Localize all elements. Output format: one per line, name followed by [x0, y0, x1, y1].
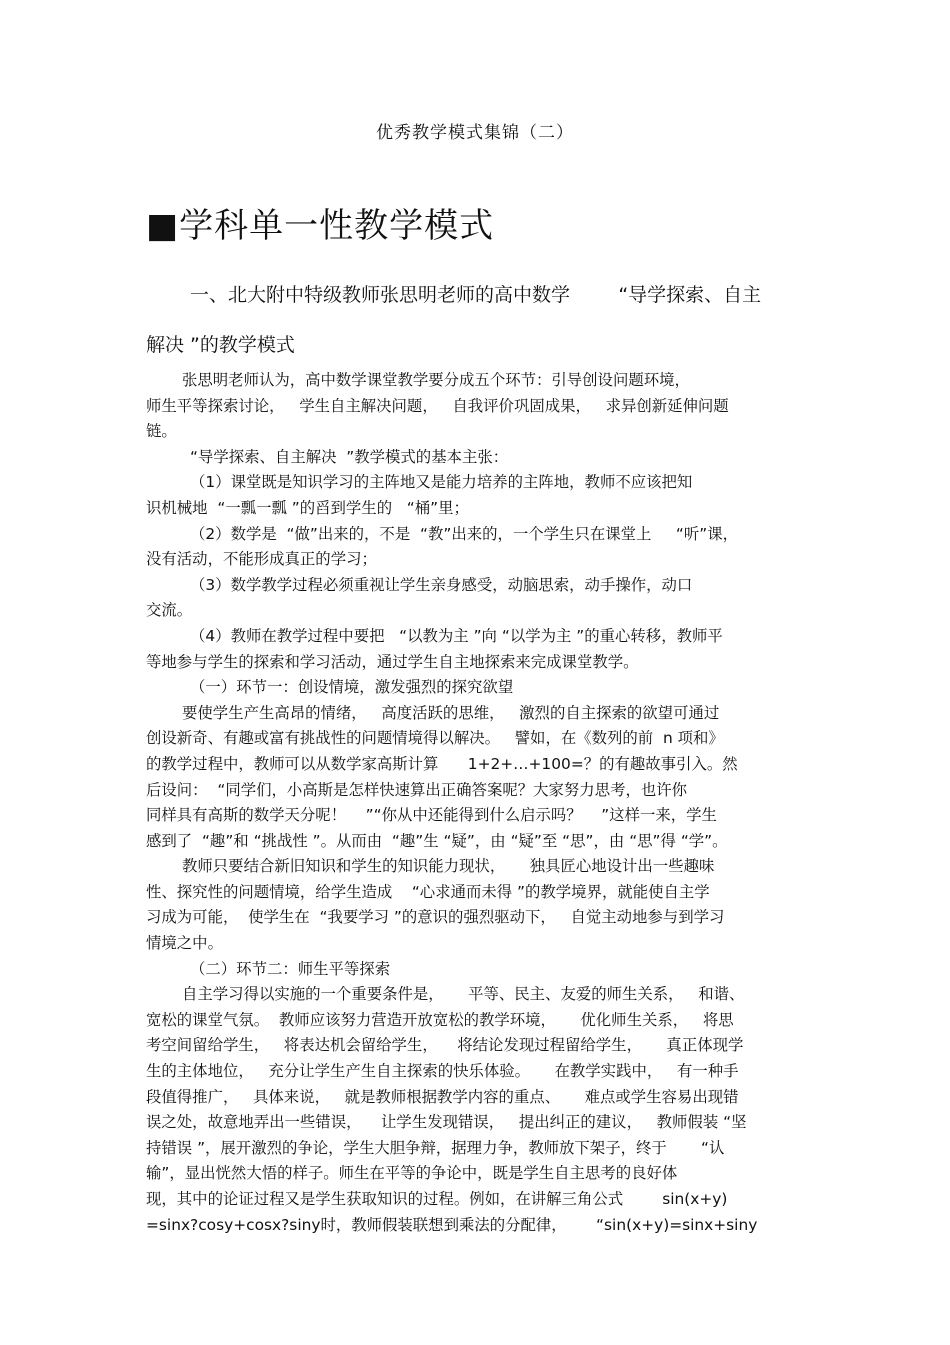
body-line: 的教学过程中，教师可以从数学家高斯计算 1+2+…+100=？的有趣故事引入。然: [146, 754, 738, 773]
body-line: 现，其中的论证过程又是学生获取知识的过程。例如，在讲解三角公式 sin(x+y): [146, 1190, 728, 1208]
body-line: 创设新奇、有趣或富有挑战性的问题情境得以解决。 譬如，在《数列的前 n 项和》: [146, 729, 724, 748]
body-line: =sinx?cosy+cosx?siny时，教师假装联想到乘法的分配律， “sin(x+y)=sinx+siny: [146, 1215, 758, 1234]
body-line: 段值得推广， 具体来说， 就是教师根据教学内容的重点、 难点或学生容易出现错: [146, 1087, 739, 1106]
body-line: 自主学习得以实施的一个重要条件是， 平等、民主、友爱的师生关系， 和谐、: [182, 985, 745, 1004]
body-line: （1）课堂既是知识学习的主阵地又是能力培养的主阵地，教师不应该把知: [190, 473, 693, 492]
body-line: 考空间留给学生， 将表达机会留给学生， 将结论发现过程留给学生， 真正体现学: [146, 1036, 744, 1055]
body-line: 没有活动，不能形成真正的学习；: [146, 550, 377, 569]
body-line: 链。: [146, 422, 177, 441]
body-line: 识机械地 “一瓢一瓢 ”的舀到学生的 “桶”里；: [146, 498, 469, 517]
body-line: 误之处，故意地弄出一些错误， 让学生发现错误， 提出纠正的建议， 教师假装 “坚: [146, 1113, 747, 1132]
body-line: （一）环节一：创设情境，激发强烈的探究欲望: [190, 678, 514, 697]
body-line: 宽松的课堂气氛。 教师应该努力营造开放宽松的教学环境， 优化师生关系， 将思: [146, 1010, 734, 1029]
body-text: [146, 368, 806, 1238]
body-line: 同样具有高斯的数学天分呢！ ”“你从中还能得到什么启示吗？ ”这样一来，学生: [146, 806, 717, 825]
body-line: 持错误 ”，展开激烈的争论，学生大胆争辩，据理力争，教师放下架子，终于 “认: [146, 1138, 725, 1157]
subtitle-line-2: 解决 ”的教学模式: [146, 334, 295, 356]
body-line: 等地参与学生的探索和学习活动，通过学生自主地探索来完成课堂教学。: [146, 652, 639, 671]
body-line: 习成为可能， 使学生在 “我要学习 ”的意识的强烈驱动下， 自觉主动地参与到学习: [146, 908, 725, 927]
body-line: （4）教师在教学过程中要把 “以教为主 ”向 “以学为主 ”的重心转移，教师平: [190, 626, 723, 645]
body-line: 输”，显出恍然大悟的样子。师生在平等的争论中，既是学生自主思考的良好体: [146, 1164, 678, 1183]
subtitle-line-1: 一、北大附中特级教师张思明老师的高中数学 “导学探索、自主: [190, 284, 762, 306]
body-line: （2）数学是 “做”出来的，不是 “教”出来的，一个学生只在课堂上 “听”课，: [190, 524, 738, 543]
document-title: 优秀教学模式集锦（二）: [376, 123, 574, 143]
body-line: （3）数学教学过程必须重视让学生亲身感受，动脑思索，动手操作，动口: [190, 575, 693, 594]
body-line: 要使学生产生高昂的情绪， 高度活跃的思维， 激烈的自主探索的欲望可通过: [182, 703, 720, 722]
body-line: 张思明老师认为，高中数学课堂教学要分成五个环节：引导创设问题环境，: [182, 371, 690, 389]
body-line: 生的主体地位， 充分让学生产生自主探索的快乐体验。 在教学实践中， 有一种手: [146, 1062, 739, 1081]
body-line: 后设问： “同学们，小高斯是怎样快速算出正确答案呢？大家努力思考，也许你: [146, 780, 688, 799]
body-line: 师生平等探索讨论， 学生自主解决问题， 自我评价巩固成果， 求异创新延伸问题: [146, 396, 729, 415]
body-line: 情境之中。: [146, 934, 223, 953]
body-line: （二）环节二：师生平等探索: [190, 959, 391, 978]
body-line: 性、探究性的问题情境，给学生造成 “心求通而未得 ”的教学境界，就能使自主学: [146, 882, 710, 901]
body-line: “导学探索、自主解决 ”教学模式的基本主张：: [190, 447, 509, 466]
body-line: 教师只要结合新旧知识和学生的知识能力现状， 独具匠心地设计出一些趣味: [182, 857, 715, 876]
body-line: 感到了 “趣”和 “挑战性 ”。从而由 “趣”生 “疑”，由 “疑”至 “思”，由 “思”得 “学”。: [146, 831, 728, 850]
body-line: 交流。: [146, 601, 193, 620]
section-heading: ■学科单一性教学模式: [146, 206, 495, 246]
